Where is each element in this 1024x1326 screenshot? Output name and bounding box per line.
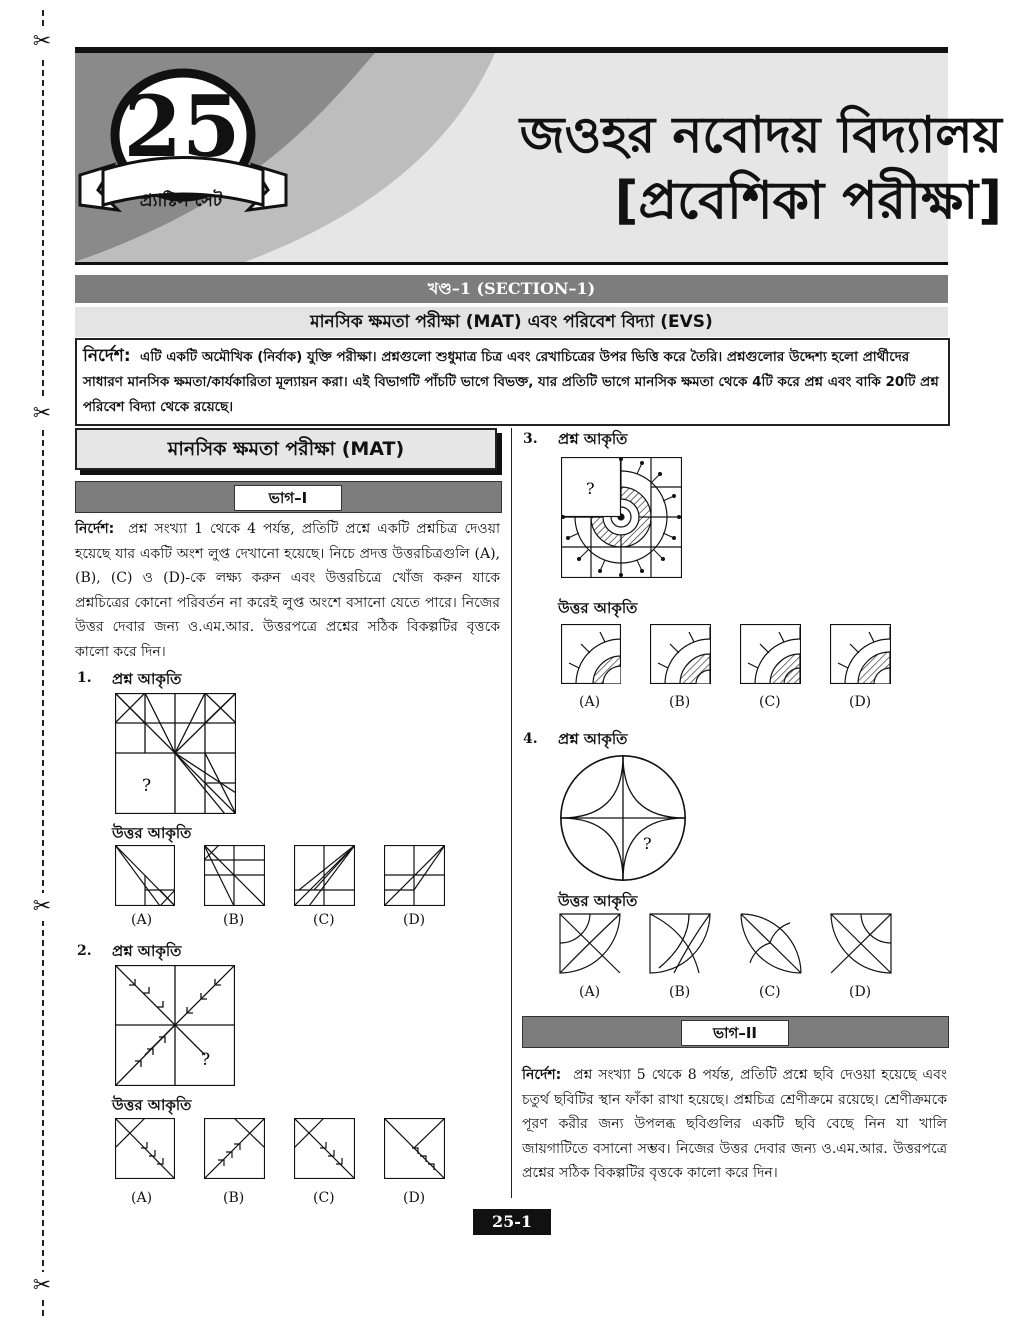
q2-option-a-figure[interactable] [115,1118,175,1179]
option-b-label: (B) [669,984,691,1000]
answer-figure-label: উত্তর আকৃতি [112,824,192,842]
option-a-label: (A) [131,1190,153,1206]
answer-figure-label: উত্তর আকৃতি [558,599,638,617]
q4-option-a-figure[interactable] [559,913,621,974]
part2-label: ভাগ–II [681,1020,789,1046]
badge-number: 25 [123,77,241,176]
section-subtitle: মানসিক ক্ষমতা পরীক্ষা (MAT) এবং পরিবেশ বিদ্যা (EVS) [75,307,948,337]
q2-option-d-figure[interactable] [384,1118,445,1179]
cut-line [42,10,44,1316]
q3-option-d-figure[interactable] [830,624,891,684]
q1-option-d-figure[interactable] [384,845,445,906]
question-number: 4. [523,731,538,747]
part2-bar [522,1016,949,1048]
q1-question-figure [115,693,236,814]
answer-figure-label: উত্তর আকৃতি [558,892,638,910]
option-d-label: (D) [849,694,872,710]
q4-option-b-figure[interactable] [649,913,711,974]
option-b-label: (B) [223,912,245,928]
section-title: খণ্ড–1 (SECTION–1) [75,275,948,303]
scissors-icon: ✂ [30,893,54,921]
q1-option-a-figure[interactable] [115,845,175,906]
part1-label: ভাগ–I [234,485,342,511]
part1-instr-text: প্রশ্ন সংখ্যা 1 থেকে 4 পর্যন্ত, প্রতিটি প্রশ্নে একটি প্রশ্নচিত্র দেওয়া হয়েছে যার একটি অংশ লুপ্ত দেখানো হয়েছে। নিচে প্রদত্ত উত্তরচিত্রগুলি (A), (B), (C) ও (D)-কে লক্ষ্য করুন এবং উত্তরচিত্রে খোঁজ করুন যাকে প্রশ্নচিত্রের কোনো পরিবর্তন না করেই লুপ্ত অংশে বসানো যেতে পারে। নিজের উত্তর দেবার জন্য ও.এম.আর. উত্তরপত্রে প্রশ্নের সঠিক বিকল্পটির বৃত্তকে কালো করে দিন। [75,521,501,660]
option-b-label: (B) [223,1190,245,1206]
option-c-label: (C) [313,1190,335,1206]
option-a-label: (A) [579,694,601,710]
part1-instr-label: নির্দেশ: [75,521,115,537]
missing-mark: ? [643,834,652,853]
option-b-label: (B) [669,694,691,710]
missing-mark: ? [586,479,595,498]
missing-mark: ? [142,776,152,796]
option-d-label: (D) [849,984,872,1000]
page-title-line2: [প্রবেশিকা পরীক্ষা] [614,171,1002,231]
q1-option-c-figure[interactable] [294,845,355,906]
instructions-text: এটি একটি অমৌখিক (নির্বাক) যুক্তি পরীক্ষা। প্রশ্নগুলো শুধুমাত্র চিত্র এবং রেখাচিত্রের উপর ভিত্তি করে তৈরি। প্রশ্নগুলোর উদ্দেশ্য হলো প্রার্থীদের সাধারণ মানসিক ক্ষমতা/কার্যকারিতা মূল্যায়ন করা। এই বিভাগটি পাঁচটি ভাগে বিভক্ত, যার প্রতিটি ভাগে মানসিক ক্ষমতা থেকে 4টি করে প্রশ্ন এবং বাকি 20টি প্রশ্ন পরিবেশ বিদ্যা থেকে রয়েছে। [83,349,939,415]
part2-instr-text: প্রশ্ন সংখ্যা 5 থেকে 8 পর্যন্ত, প্রতিটি প্রশ্নে ছবি দেওয়া হয়েছে এবং চতুর্থ ছবিটির স্থান ফাঁকা রাখা হয়েছে। প্রশ্নচিত্র শ্রেণীক্রমে রয়েছে। শ্রেণীক্রমকে পূরণ করীর জন্য উপলব্ধ ছবিগুলির একটি ছবি বেছে নিন যা খালি জায়গাটিতে বসানো সম্ভব। নিজের উত্তর দেবার জন্য ও.এম.আর. উত্তরপত্রে প্রশ্নের সঠিক বিকল্পটির বৃত্তকে কালো করে দিন। [522,1067,947,1181]
q4-question-figure [559,754,687,882]
scissors-icon: ✂ [30,28,54,56]
scissors-icon: ✂ [30,1272,54,1300]
q3-option-c-figure[interactable] [740,624,801,684]
question-figure-label: প্রশ্ন আকৃতি [112,670,182,688]
question-figure-label: প্রশ্ন আকৃতি [112,942,182,960]
question-number: 1. [77,670,92,686]
instructions-label: নির্দেশ: [83,346,131,366]
question-figure-label: প্রশ্ন আকৃতি [558,430,628,448]
badge-ribbon-text: প্র্যাক্টিস সেট [139,191,223,211]
page-title-line1: জওহর নবোদয় বিদ্যালয় [519,106,1002,164]
option-c-label: (C) [759,984,781,1000]
part1-bar [75,481,502,513]
option-d-label: (D) [403,1190,426,1206]
option-a-label: (A) [579,984,601,1000]
q2-option-c-figure[interactable] [294,1118,355,1179]
question-number: 3. [523,431,538,447]
option-a-label: (A) [131,912,153,928]
option-c-label: (C) [313,912,335,928]
q4-option-c-figure[interactable] [740,913,802,974]
q3-option-b-figure[interactable] [650,624,711,684]
q2-question-figure [115,965,235,1086]
part2-instr-label: নির্দেশ: [522,1067,562,1083]
q2-option-b-figure[interactable] [204,1118,265,1179]
scissors-icon: ✂ [30,400,54,428]
column-divider [511,428,512,1198]
question-figure-label: প্রশ্ন আকৃতি [558,730,628,748]
general-instructions [75,338,950,426]
q3-option-a-figure[interactable] [561,624,621,684]
part1-instructions [75,517,500,664]
q4-option-d-figure[interactable] [830,913,892,974]
answer-figure-label: উত্তর আকৃতি [112,1096,192,1114]
q3-question-figure [561,457,682,578]
mat-heading: মানসিক ক্ষমতা পরীক্ষা (MAT) [75,428,497,470]
question-number: 2. [77,943,92,959]
page-number: 25-1 [473,1209,551,1235]
option-c-label: (C) [759,694,781,710]
q1-option-b-figure[interactable] [204,845,265,906]
missing-mark: ? [201,1050,211,1070]
part2-instructions [522,1063,947,1186]
option-d-label: (D) [403,912,426,928]
